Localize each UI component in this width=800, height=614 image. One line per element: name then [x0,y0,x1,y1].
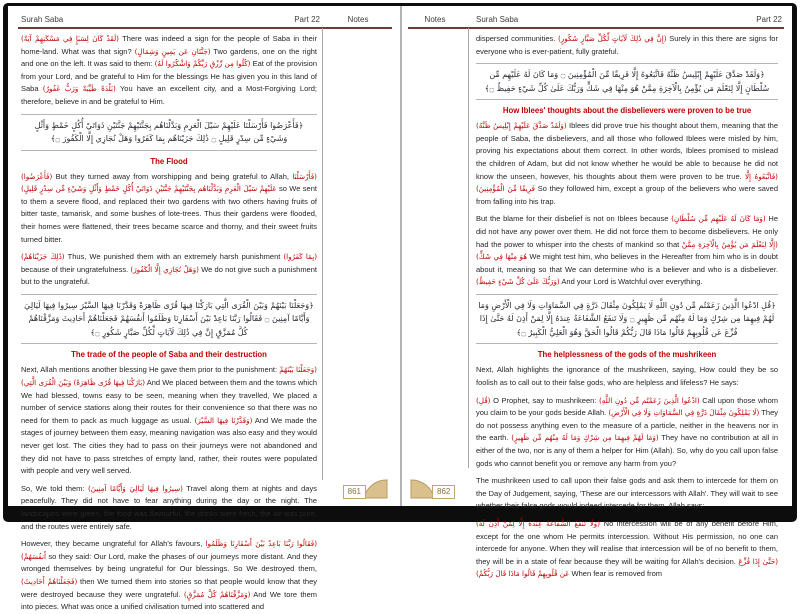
english-text: so We sent to them a severe flood, and replaced their two gardens with two others having fruits of bitter taste, tamarisk, and some bushes of lote-trees. Thus their gardens were flooded, their homes were flattened, their trees became scarce and thorny, and their sweet fruits turned bitter. [21,184,317,244]
right-page-content [476,33,779,579]
page-corner-fan-icon [364,480,388,499]
inline-arabic-quote: (بِمَا كَفَرُوا) [283,252,318,262]
english-text: Two gardens, one on the right and one on the left. It was said to them: [21,46,317,69]
english-text: But they turned away from worshipping and being grateful to Allah, [55,171,289,181]
english-text: then We turned them into stories so that people would know that they were destroyed because they were ungrateful. [21,576,317,599]
paragraph [21,251,317,289]
paragraph [476,213,778,289]
two-page-spread [8,6,792,612]
english-text: They do not possess anything even to the measure of a particle, neither in the heavens nor in the earth. [476,408,779,443]
right-header-part: Part 22 [756,15,782,24]
left-notes-divider [322,28,323,480]
inline-arabic-quote: (لَا يَمْلِكُونَ مِثْقَالَ ذَرَّةٍ فِي السَّمَاوَاتِ وَلَا فِي الْأَرْضِ) [608,408,760,418]
paragraph [476,364,778,389]
english-text: Iblees did prove true his thought about them, meaning that the people of Saba, the disbelievers, and all those who followed Iblees were misled by him, proving his expectations about them correct. In other words, Iblees promised to mislead the children of Adam, but did not know whether he would be able to because he did not know the unseen, however, his thoughts about them were proven to be true. [476,121,778,181]
quran-verse-block: ﴿وَلَقَدْ صَدَّقَ عَلَيْهِمْ إِبْلِيسُ ظَنَّهُ فَاتَّبَعُوهُ إِلَّا فَرِيقًا مِّنَ الْمُؤْمِنِينَ ۝ وَمَا كَانَ لَهُ عَلَيْهِم مِّن سُلْطَانٍ إِلَّا لِنَعْلَمَ مَن يُؤْمِنُ بِالْآخِرَةِ مِمَّنْ هُوَ مِنْهَا فِي شَكٍّ وَرَبُّكَ عَلَىٰ كُلِّ شَيْءٍ حَفِيظٌ ۝﴾ [476,63,778,100]
english-text: He did not have any power over them. He did not force them to become disbelievers. He only had the power to whisper into the chests of mankind so that [476,214,778,249]
english-text: So they followed him, except a group of the believers who were saved from falling into his trap. [476,184,779,206]
english-text: No intercession will be of any benefit before Him, except for the one whom He permits intercession. Without His permission, no one can intercede for anyone. When they will realise that intercession will be of no benefit to them, they will be in a state of fear because they will be waiting for Allah's decision. [476,518,778,566]
page-corner-fan-icon [410,480,434,499]
inline-arabic-quote: (وَمَا لَهُمْ فِيهِمَا مِن شِرْكٍ وَمَا لَهُ مِنْهُم مِّن ظَهِيرٍ) [511,433,659,443]
inline-arabic-quote: (لَقَدْ كَانَ لِسَبَإٍ فِي مَسْكَنِهِمْ آيَةٌ) [21,34,119,43]
english-text: However, they became ungrateful for Allah's favours, [21,539,203,549]
right-notes-divider [468,28,469,468]
english-text: We do not give such a punishment but to the ungrateful. [21,264,317,287]
english-text: The mushrikeen used to call upon their false gods and ask them to intercede for them on the Day of Judgement, saying, 'These are our intercessors with Allah'. They will wait to see whether their false gods would indeed intercede for them. Allah says: [476,476,778,511]
english-text: We might test him, who believes in the Hereafter from him who is in doubt about it, meaning so that We can determine who is a believer and who is a disbeliever. [476,252,778,274]
inline-arabic-quote: (وَهَلْ نُجَازِي إِلَّا الْكَفُورَ) [130,264,199,274]
page-861 [8,6,400,612]
paragraph [476,395,778,471]
english-text: Call upon those whom you claim to be your gods beside Allah. [476,395,778,418]
quran-verse-block: ﴿وَجَعَلْنَا بَيْنَهُمْ وَبَيْنَ الْقُرَى الَّتِي بَارَكْنَا فِيهَا قُرًى ظَاهِرَةً وَقَدَّرْنَا فِيهَا السَّيْرَ سِيرُوا فِيهَا لَيَالِيَ وَأَيَّامًا آمِنِينَ ۝ فَقَالُوا رَبَّنَا بَاعِدْ بَيْنَ أَسْفَارِنَا وَظَلَمُوا أَنفُسَهُمْ فَجَعَلْنَاهُمْ أَحَادِيثَ وَمَزَّقْنَاهُمْ كُلَّ مُمَزَّقٍ إِنَّ فِي ذَٰلِكَ لَآيَاتٍ لِّكُلِّ صَبَّارٍ شَكُورٍ ۝﴾ [21,294,317,345]
left-header-part: Part 22 [294,15,320,24]
inline-arabic-quote: (فَأَرْسَلْنَا عَلَيْهِمْ سَيْلَ الْعَرِمِ وَبَدَّلْنَاهُم بِجَنَّتَيْهِمْ جَنَّتَيْنِ ذَوَاتَيْ أُكُلٍ خَمْطٍ وَأَثْلٍ وَشَيْءٍ مِّن سِدْرٍ قَلِيلٍ) [21,171,317,194]
inline-arabic-quote: (فَجَعَلْنَاهُمْ أَحَادِيثَ) [21,576,78,586]
english-text: O Prophet, say to mushrikeen: [493,395,597,405]
english-text: And We tore them into pieces. What was once a unified civilisation turned into scattered and [21,589,318,612]
paragraph [21,364,317,477]
inline-arabic-quote: (وَلَا تَنفَعُ الشَّفَاعَةُ عِندَهُ إِلَّا لِمَنْ أَذِنَ لَهُ) [476,518,601,528]
section-heading: The trade of the people of Saba and their destruction [71,350,267,360]
english-text: Eat of the provision from your Lord, and be grateful to Him for the blessings He has given you in this land of Saba [21,59,317,94]
inline-arabic-quote: (وَمَا كَانَ لَهُ عَلَيْهِم مِّن سُلْطَانٍ) [671,214,766,224]
english-text: When fear is removed from [571,569,662,579]
english-text: They have no contribution at all in either of the two, nor is any of them a helper for Him (Allah). So, why do you call upon false gods who cannot benefit you or remove any harm from you? [476,433,778,468]
right-page-number-value: 862 [432,485,455,499]
right-header-title: Surah Saba [476,15,519,24]
paragraph [21,538,317,614]
english-text: dispersed communities. [476,34,556,43]
left-page-content [21,33,318,612]
inline-arabic-quote: (جَنَّتَانِ عَن يَمِينٍ وَشِمَالٍ) [134,46,211,56]
left-header-title: Surah Saba [21,15,64,24]
inline-arabic-quote: (قُلِ) [476,395,491,405]
english-text: So, We told them: [21,483,85,493]
left-header-notes-label: Notes [347,15,369,24]
right-header-rule [408,27,784,29]
inline-arabic-quote: (وَرَبُّكَ عَلَىٰ كُلِّ شَيْءٍ حَفِيظٌ) [476,277,560,287]
inline-arabic-quote: (بَلْدَةٌ طَيِّبَةٌ وَرَبٌّ غَفُورٌ) [42,84,116,94]
inline-arabic-quote: (بَارَكْنَا فِيهَا قُرًى ظَاهِرَةً) [73,378,146,387]
right-header-notes-label: Notes [424,15,446,24]
english-text: But the blame for their disbelief is not on Iblees because [476,214,669,224]
english-text: so they said: Our Lord, make the phases of our journeys more distant. And they wronged themselves by being ungrateful for Our blessings. So We destroyed them, [21,551,317,574]
inline-arabic-quote: (فَاتَّبَعُوهُ إِلَّا فَرِيقًا مِّنَ الْمُؤْمِنِينَ) [476,171,778,194]
left-header-rule [18,27,392,29]
quran-verse-block: ﴿قُلِ ادْعُوا الَّذِينَ زَعَمْتُم مِّن دُونِ اللَّهِ لَا يَمْلِكُونَ مِثْقَالَ ذَرَّةٍ فِي السَّمَاوَاتِ وَلَا فِي الْأَرْضِ وَمَا لَهُمْ فِيهِمَا مِن شِرْكٍ وَمَا لَهُ مِنْهُم مِّن ظَهِيرٍ ۝ وَلَا تَنفَعُ الشَّفَاعَةُ عِندَهُ إِلَّا لِمَنْ أَذِنَ لَهُ حَتَّىٰ إِذَا فُزِّعَ عَن قُلُوبِهِمْ قَالُوا مَاذَا قَالَ رَبُّكُمْ قَالُوا الْحَقَّ وَهُوَ الْعَلِيُّ الْكَبِيرُ ۝﴾ [476,294,778,345]
left-page-number-value: 861 [343,485,366,499]
english-text: And We placed between them and the towns which We had blessed, towns easy to be seen, meaning when they travelled, We placed a number of service stations along their routes for their convenience so that there was no need for them to pack as much luggage as usual. [21,378,317,425]
right-page-number [410,480,455,499]
paragraph [21,33,317,109]
inline-arabic-quote: (وَمَزَّقْنَاهُمْ كُلَّ مُمَزَّقٍ) [183,589,251,599]
inline-arabic-quote: (إِلَّا لِنَعْلَمَ مَن يُؤْمِنُ بِالْآخِرَةِ مِمَّنْ هُوَ مِنْهَا فِي شَكٍّ) [476,239,778,262]
english-text: Next, Allah mentions another blessing He gave them prior to the punishment: [21,365,278,375]
inline-arabic-quote: (كُلُوا مِن رِّزْقِ رَبِّكُمْ وَاشْكُرُوا لَهُ) [154,59,251,69]
paragraph [476,475,778,513]
inline-arabic-quote: (فَأَعْرَضُوا) [21,171,53,181]
section-heading: How Iblees' thoughts about the disbelievers were proven to be true [502,106,752,116]
inline-arabic-quote: (حَتَّىٰ إِذَا فُزِّعَ عَن قُلُوبِهِمْ قَالُوا مَاذَا قَالَ رَبُّكُمْ) [476,556,778,579]
english-text: Surely in this there are signs for everyone who is ever-patient, fully grateful. [476,34,778,56]
english-text: And your Lord is Watchful over everything. [561,277,703,287]
section-heading: The helplessness of the gods of the mushrikeen [537,350,717,360]
paragraph [21,171,317,247]
paragraph [21,483,317,533]
paragraph [476,33,778,58]
english-text: Next, Allah highlights the ignorance of the mushrikeen, saying, How could they be so foolish as to call out to their false gods, who are helpless and lifeless? He says: [476,365,778,387]
inline-arabic-quote: (وَلَقَدْ صَدَّقَ عَلَيْهِمْ إِبْلِيسُ ظَنَّهُ) [476,121,567,131]
english-text: because of their ungratefulness. [21,264,129,274]
inline-arabic-quote: (فَقَالُوا رَبَّنَا بَاعِدْ بَيْنَ أَسْفَارِنَا وَظَلَمُوا أَنفُسَهُمْ) [21,539,317,561]
english-text: You have an excellent city, and a Most-Forgiving Lord; therefore, believe in and be grateful to Him. [21,84,317,106]
english-text: And We made the stages of journey between them easy, meaning navigation was also easy and they would never get lost. The cities they had to pass on their journeys were not abandoned and they did not have to pass stretches of empty land, rather, their routes were populated with people and very well served. [21,415,317,476]
inline-arabic-quote: (ذَٰلِكَ جَزَيْنَاهُمْ) [21,252,65,262]
page-862 [400,6,792,579]
inline-arabic-quote: (وَجَعَلْنَا بَيْنَهُمْ وَبَيْنَ الْقُرَى الَّتِي) [21,365,317,387]
section-heading: The Flood [150,156,188,166]
inline-arabic-quote: (ادْعُوا الَّذِينَ زَعَمْتُم مِّن دُونِ اللَّهِ) [598,395,700,405]
paragraph [476,518,778,581]
english-text: Thus, We punished them with an extremely harsh punishment [67,252,281,262]
inline-arabic-quote: (سِيرُوا فِيهَا لَيَالِيَ وَأَيَّامًا آمِنِينَ) [87,483,183,493]
paragraph [476,120,778,208]
left-page-number [343,480,388,499]
inline-arabic-quote: (إِنَّ فِي ذَٰلِكَ لَآيَاتٍ لِّكُلِّ صَبَّارٍ شَكُورٍ) [557,34,667,43]
english-text: Travel along them at nights and days peacefully. They did not have to fear anything during the day or the night. The landscapes were green, the food was flavourful, the drinks were fresh, the air was pure, and the routes were entirely safe. [21,483,317,531]
english-text: There was indeed a sign for the people of Saba in their home-land. What was that sign? [21,34,317,56]
quran-verse-block: ﴿فَأَعْرَضُوا فَأَرْسَلْنَا عَلَيْهِمْ سَيْلَ الْعَرِمِ وَبَدَّلْنَاهُم بِجَنَّتَيْهِمْ جَنَّتَيْنِ ذَوَاتَيْ أُكُلٍ خَمْطٍ وَأَثْلٍ وَشَيْءٍ مِّن سِدْرٍ قَلِيلٍ ۝ ذَٰلِكَ جَزَيْنَاهُم بِمَا كَفَرُوا وَهَلْ نُجَازِي إِلَّا الْكَفُورَ ۝﴾ [21,114,317,151]
inline-arabic-quote: (وَقَدَّرْنَا فِيهَا السَّيْرَ) [194,415,253,425]
